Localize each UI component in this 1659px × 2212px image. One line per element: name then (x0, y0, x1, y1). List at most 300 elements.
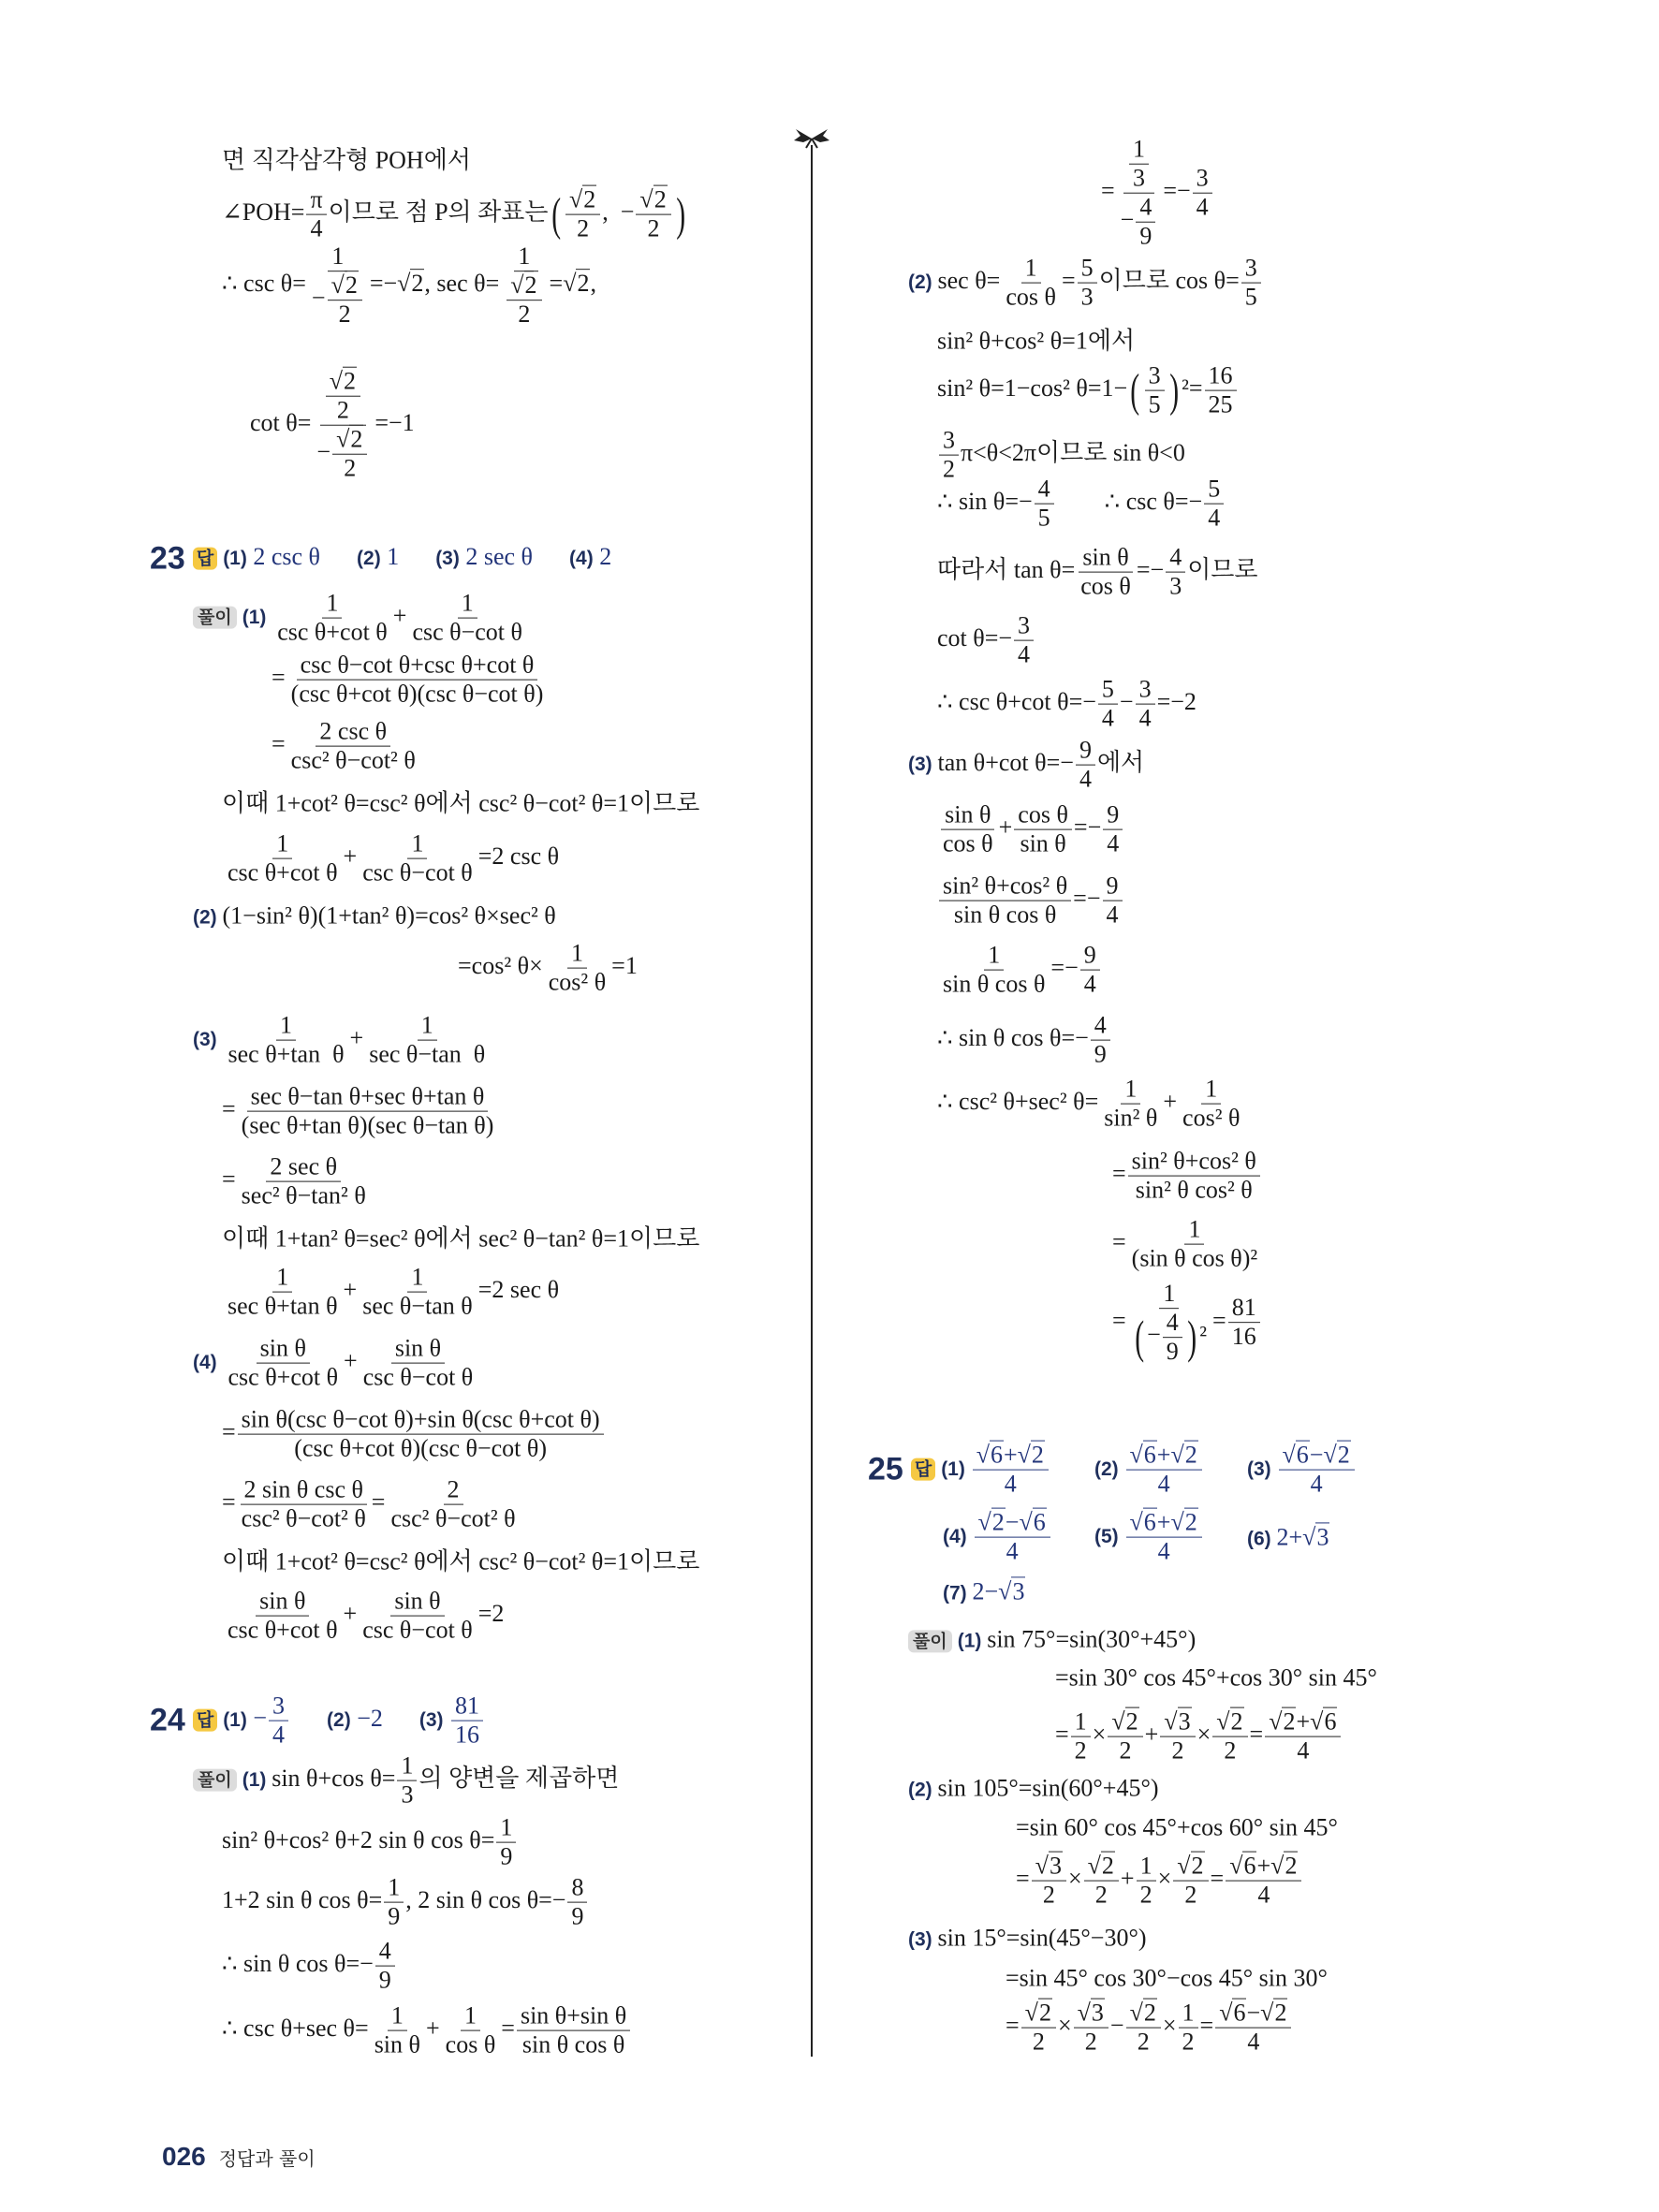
math-text: − (1109, 2011, 1124, 2039)
math-text: csc θ−cot θ (412, 618, 522, 646)
math-text: sin θ(csc θ−cot θ)+sin θ(csc θ+cot θ) (241, 1405, 600, 1433)
math-text: 2 (1094, 1881, 1108, 1909)
math-line (937, 1076, 1245, 1133)
radical-sign: √ (336, 425, 350, 453)
numerator (567, 1874, 587, 1903)
math-text: 이때 1+tan² θ=sec² θ에서 sec² θ−tan² θ=1이므로 (222, 1224, 700, 1252)
math-text: =− (1050, 953, 1079, 981)
math-text: 5 (1101, 675, 1114, 703)
sub-question-label: (3) (418, 1708, 444, 1731)
math-text: 2 sec θ (459, 542, 534, 570)
numerator (326, 368, 360, 397)
math-text: = (1112, 1227, 1126, 1255)
answer-value (460, 543, 533, 570)
math-text: 4 (310, 214, 323, 242)
math-text: cos² θ (1182, 1104, 1241, 1132)
numerator (1123, 136, 1154, 194)
fraction (371, 2002, 424, 2059)
math-text: 면 직각삼각형 POH에서 (222, 146, 471, 174)
math-text: sec θ+tan θ (228, 1040, 345, 1068)
fraction (1076, 737, 1095, 794)
answer-item (1094, 1509, 1204, 1566)
math-text: 에서 (1096, 748, 1145, 776)
math-text: 4 (1083, 970, 1096, 998)
right-paren: ) (1168, 364, 1179, 417)
numerator (256, 1588, 309, 1617)
sub-question-label: (4) (569, 547, 594, 569)
math-text: sin θ (394, 1587, 441, 1615)
math-text: + (1156, 1508, 1171, 1536)
numerator (1173, 1853, 1208, 1882)
math-text: 2 (1074, 1736, 1087, 1765)
math-line (937, 1012, 1112, 1069)
denominator (1076, 766, 1095, 794)
denominator (1179, 2029, 1198, 2057)
fraction (1014, 612, 1034, 669)
math-text: 1 (390, 2001, 404, 2029)
fraction (517, 2002, 630, 2059)
math-text: 2 (338, 300, 351, 328)
numerator (1071, 1708, 1091, 1737)
math-text: 5 (1148, 390, 1161, 418)
math-text: 16 (1231, 1323, 1256, 1351)
fraction (224, 1588, 342, 1645)
text-line (222, 788, 699, 817)
denominator (1134, 2029, 1153, 2057)
math-text: 3 (401, 1780, 414, 1809)
radical-sign: √ (510, 271, 524, 300)
numerator (1091, 1012, 1110, 1041)
math-line (222, 186, 688, 243)
math-text: ² (1199, 1321, 1208, 1349)
math-text: csc θ−cot θ+csc θ+cot θ (300, 651, 535, 679)
square-root (1130, 1508, 1157, 1536)
math-text: × (1067, 1864, 1082, 1892)
math-text: 1 (461, 589, 474, 617)
numerator (1108, 1708, 1142, 1737)
text-line (222, 145, 471, 174)
fraction (308, 242, 368, 329)
numerator (397, 1752, 417, 1781)
numerator (1126, 1442, 1202, 1471)
math-text: , 2 sin θ cos θ=− (405, 1885, 566, 1913)
sub-question-label: (1) (242, 606, 272, 628)
math-text: cos² θ (548, 968, 607, 996)
math-text: =− (369, 269, 398, 297)
math-text: cot θ= (250, 408, 312, 436)
math-line (193, 901, 556, 930)
radicand: 6 (1143, 1441, 1156, 1469)
square-root (1035, 1852, 1063, 1880)
radical-sign: √ (1017, 1441, 1031, 1469)
math-text: csc² θ−cot² θ (390, 1504, 516, 1532)
math-line (937, 326, 1135, 355)
denominator (371, 2031, 424, 2059)
radicand: 6 (1033, 1508, 1046, 1536)
radicand: 6 (1324, 1707, 1337, 1736)
square-root (1219, 1999, 1246, 2027)
math-text: 4 (1006, 1537, 1019, 1565)
denominator (1002, 284, 1060, 312)
math-text: sin θ (259, 1334, 306, 1362)
math-text: sin θ (1020, 829, 1066, 857)
math-line (937, 801, 1124, 858)
math-text: 4 (1257, 1881, 1270, 1909)
radical-sign: √ (1216, 1707, 1230, 1736)
square-root (1170, 1508, 1197, 1536)
math-text: csc² θ−cot² θ (290, 746, 416, 774)
math-text: cos θ (943, 829, 993, 857)
math-text: sin² θ+cos² θ (943, 872, 1068, 900)
math-text: 4 (1169, 543, 1182, 571)
sub-question-label: (4) (193, 1351, 223, 1373)
denominator (360, 1364, 477, 1392)
fraction (939, 942, 1049, 999)
denominator (1091, 1041, 1110, 1069)
square-root (1229, 1852, 1256, 1880)
fraction (287, 718, 419, 775)
math-text: = (1199, 2011, 1214, 2039)
denominator (1080, 971, 1100, 999)
radicand: 2 (1230, 1707, 1243, 1736)
square-root (331, 271, 359, 299)
math-text: 5 (1244, 283, 1257, 311)
numerator (444, 1476, 463, 1505)
math-text: − (1120, 205, 1135, 233)
denominator (1145, 391, 1165, 419)
numerator (1265, 1708, 1341, 1737)
numerator (1241, 255, 1261, 284)
math-text: = (371, 1487, 386, 1516)
fraction (1078, 255, 1097, 312)
right-paren: ) (675, 188, 685, 241)
sub-question-label: (1) (223, 1708, 247, 1731)
denominator (333, 397, 353, 425)
math-line (272, 652, 549, 709)
denominator (939, 830, 997, 858)
parenthesized-group (549, 185, 689, 242)
radicand: 2 (991, 1508, 1005, 1536)
sub-question-label: (1) (941, 1458, 971, 1480)
answer-value (351, 1705, 383, 1732)
math-text: 3 (1138, 675, 1152, 703)
sub-question-label: (2) (327, 1708, 351, 1731)
math-text: sin θ+sin θ (520, 2001, 627, 2029)
denominator (408, 619, 526, 647)
math-text: 2− (972, 1577, 999, 1605)
denominator (365, 1041, 489, 1069)
fraction (326, 368, 360, 425)
fraction (1014, 801, 1072, 858)
answer-value (444, 1692, 486, 1749)
denominator (1205, 391, 1237, 419)
denominator (224, 1617, 342, 1645)
math-text: 2 sec θ (270, 1152, 338, 1180)
math-text: − (1246, 1999, 1261, 2027)
fraction (565, 186, 600, 243)
math-text: 3 (1018, 611, 1031, 639)
radicand: 2 (1101, 1852, 1114, 1880)
fraction (408, 590, 526, 647)
numerator (1159, 1280, 1179, 1309)
denominator (238, 1505, 370, 1533)
math-text: 2 (1032, 2028, 1045, 2056)
radicand: 6 (1243, 1852, 1256, 1880)
square-root (978, 1508, 1006, 1536)
math-text: − (311, 284, 326, 312)
math-text: sin² θ+cos² θ (1131, 1147, 1256, 1175)
fraction (273, 590, 391, 647)
math-text: 1 (1205, 1075, 1218, 1103)
math-text: csc θ+cot θ (228, 1616, 338, 1644)
math-text: + (392, 601, 407, 629)
denominator (1154, 1538, 1174, 1566)
math-text: π<θ<2π이므로 sin θ<0 (961, 438, 1185, 466)
math-text: 8 (571, 1873, 584, 1901)
numerator (1079, 544, 1132, 573)
math-text: + (1120, 1864, 1135, 1892)
fraction (1173, 1853, 1208, 1910)
math-text: −2 (350, 1704, 383, 1732)
math-text: ∴ csc θ+sec θ= (222, 2014, 369, 2042)
math-text (290, 1705, 327, 1732)
math-text: + (1156, 1441, 1171, 1469)
radical-sign: √ (639, 185, 653, 213)
numerator (496, 1814, 516, 1843)
math-text: × (1197, 1720, 1211, 1748)
math-text: sin² θ (1104, 1104, 1158, 1132)
math-text: 2 (1184, 1881, 1197, 1909)
math-text: 이므로 cos θ= (1098, 266, 1240, 294)
numerator (1160, 1708, 1195, 1737)
math-text: sin θ cos θ (953, 901, 1057, 929)
numerator (1201, 1076, 1221, 1105)
answer-value (594, 543, 612, 570)
math-text: 1 (500, 1813, 513, 1841)
math-text: 1+2 sin θ cos θ= (222, 1885, 383, 1913)
math-text: ∴ csc² θ+sec² θ= (937, 1087, 1099, 1115)
radical-sign: √ (1302, 1523, 1316, 1551)
math-text: 9 (378, 1966, 391, 1994)
denominator (1071, 1737, 1091, 1765)
math-text: 9 (1139, 222, 1152, 250)
math-text (383, 1705, 419, 1732)
fraction (1145, 362, 1165, 419)
denominator (1193, 194, 1212, 222)
math-line (222, 242, 596, 329)
radicand: 2 (1184, 1441, 1197, 1469)
numerator (407, 1264, 427, 1293)
math-text: sin θ (945, 800, 991, 828)
math-text: 4 (1157, 1470, 1170, 1498)
denominator (1001, 1471, 1020, 1499)
denominator (496, 1843, 516, 1871)
math-text: sin² θ+cos² θ+2 sin θ cos θ= (222, 1825, 495, 1853)
column-divider (811, 145, 813, 2057)
radicand: 3 (1049, 1852, 1062, 1880)
math-text: 1 (1163, 1280, 1176, 1308)
math-text: sin θ cos θ (943, 970, 1046, 998)
square-root (1260, 1999, 1287, 2027)
math-text: 5 (1208, 475, 1221, 503)
denominator (545, 969, 609, 997)
radical-sign: √ (1170, 1441, 1184, 1469)
fraction (328, 271, 362, 329)
denominator (1181, 1882, 1200, 1910)
fraction (365, 1012, 489, 1069)
square-root (1019, 1508, 1046, 1536)
sub-question-label: (2) (357, 547, 381, 569)
numerator (241, 1476, 367, 1505)
denominator (1029, 2029, 1049, 2057)
math-text: 4 (1208, 504, 1221, 532)
numerator (514, 242, 534, 271)
fraction (287, 652, 548, 709)
numerator (375, 1938, 395, 1967)
right-paren: ) (1187, 1311, 1197, 1363)
math-text: 이때 1+cot² θ=csc² θ에서 csc² θ−cot² θ=1이므로 (222, 1547, 700, 1575)
math-text: × (1092, 1720, 1107, 1748)
numerator (973, 1442, 1049, 1471)
math-text: 의 양변을 제곱하면 (418, 1764, 620, 1792)
denominator (519, 2031, 628, 2059)
denominator (335, 300, 355, 329)
square-root (563, 269, 590, 297)
radicand: 3 (1316, 1523, 1329, 1551)
sub-question-label: (3) (908, 1928, 938, 1951)
math-line (937, 942, 1102, 999)
numerator (1074, 2000, 1108, 2029)
sub-question-label: (5) (1094, 1525, 1124, 1547)
denominator (573, 215, 593, 243)
math-text: 2 (1171, 1736, 1184, 1765)
fraction (451, 1692, 483, 1750)
radical-sign: √ (1269, 1707, 1283, 1736)
math-text: 4 (1196, 193, 1209, 221)
math-line (193, 1335, 478, 1392)
page-footer (150, 2114, 316, 2172)
fraction (545, 940, 609, 997)
fraction (939, 801, 997, 858)
math-text: 9 (500, 1842, 513, 1870)
fraction (973, 1442, 1049, 1499)
math-text: sec θ+tan θ (228, 1292, 338, 1320)
math-text: ∴ sin θ cos θ=− (937, 1023, 1089, 1051)
math-text: 1 (411, 1263, 424, 1291)
math-line (908, 1773, 1159, 1802)
math-text: sin θ cos θ (521, 2030, 625, 2058)
denominator (1179, 1105, 1243, 1133)
sub-question-label: (2) (193, 906, 223, 929)
math-text: sin θ (374, 2030, 420, 2058)
math-text: 따라서 tan θ= (937, 555, 1076, 583)
radicand: 2 (1285, 1852, 1298, 1880)
sub-question-label: (2) (908, 271, 938, 293)
text-line (222, 1546, 699, 1575)
numerator (984, 942, 1004, 971)
numerator (1179, 2000, 1198, 2029)
radicand: 2 (411, 269, 424, 297)
math-line (1112, 1216, 1263, 1273)
math-text: + (1003, 1441, 1018, 1469)
fraction (1032, 1853, 1066, 1910)
math-text: = (1101, 176, 1115, 204)
math-text: csc θ+cot θ (228, 858, 338, 886)
radical-sign: √ (1019, 1508, 1033, 1536)
fraction (1100, 1076, 1161, 1133)
math-text: sin θ (259, 1587, 306, 1615)
math-text: 1 (463, 2001, 477, 2029)
math-line (222, 1874, 589, 1931)
answer-item (1094, 1442, 1204, 1499)
numerator (384, 1874, 404, 1903)
sub-question-label: (3) (193, 1028, 223, 1050)
math-line (937, 476, 1226, 533)
numerator (1184, 1216, 1204, 1245)
math-text (533, 543, 569, 570)
math-text: =2 csc θ (477, 842, 560, 870)
parenthesized-group (1127, 361, 1182, 418)
math-text: + (1296, 1707, 1311, 1736)
math-line (222, 2002, 632, 2059)
math-line (937, 362, 1239, 419)
denominator (287, 747, 419, 775)
numerator (975, 1509, 1050, 1538)
radical-sign: √ (563, 269, 577, 297)
denominator (307, 215, 327, 243)
fraction (1035, 476, 1054, 533)
numerator (1084, 1853, 1119, 1882)
math-text: 4 (272, 1721, 286, 1749)
numerator (1103, 872, 1123, 901)
math-text: 1 (276, 829, 289, 857)
numerator (266, 1153, 341, 1182)
sub-question-label: (4) (943, 1525, 973, 1547)
answer-badge: 답 (193, 1709, 217, 1732)
math-text: = (1112, 1159, 1126, 1187)
fraction (1205, 362, 1237, 419)
math-line (250, 368, 415, 483)
square-root (1130, 1441, 1157, 1469)
footer-title: 정답과 풀이 (218, 2147, 316, 2170)
math-text: 81 (455, 1692, 480, 1720)
denominator (1204, 505, 1224, 533)
math-text: − (1119, 687, 1134, 715)
math-text: 1 (1139, 1852, 1152, 1880)
numerator (1126, 2000, 1161, 2029)
fraction (1136, 676, 1155, 733)
numerator (407, 830, 427, 859)
math-text: 4 (1247, 2028, 1260, 2056)
math-line (458, 940, 638, 997)
answer-value (1124, 1508, 1204, 1565)
math-line (908, 1923, 1147, 1952)
math-line (222, 1406, 606, 1463)
fraction (238, 1406, 604, 1463)
answer-value (971, 1441, 1050, 1498)
answer-value (1277, 1522, 1330, 1550)
fraction (1204, 476, 1224, 533)
fraction (359, 830, 477, 887)
fraction (1084, 1853, 1119, 1910)
math-text (320, 543, 357, 570)
denominator (1092, 1882, 1111, 1910)
radicand: 2 (345, 271, 358, 300)
fraction (1117, 136, 1162, 251)
math-text: − (246, 1704, 268, 1732)
radicand: 2 (524, 271, 537, 300)
math-text: 4 (1139, 193, 1152, 221)
